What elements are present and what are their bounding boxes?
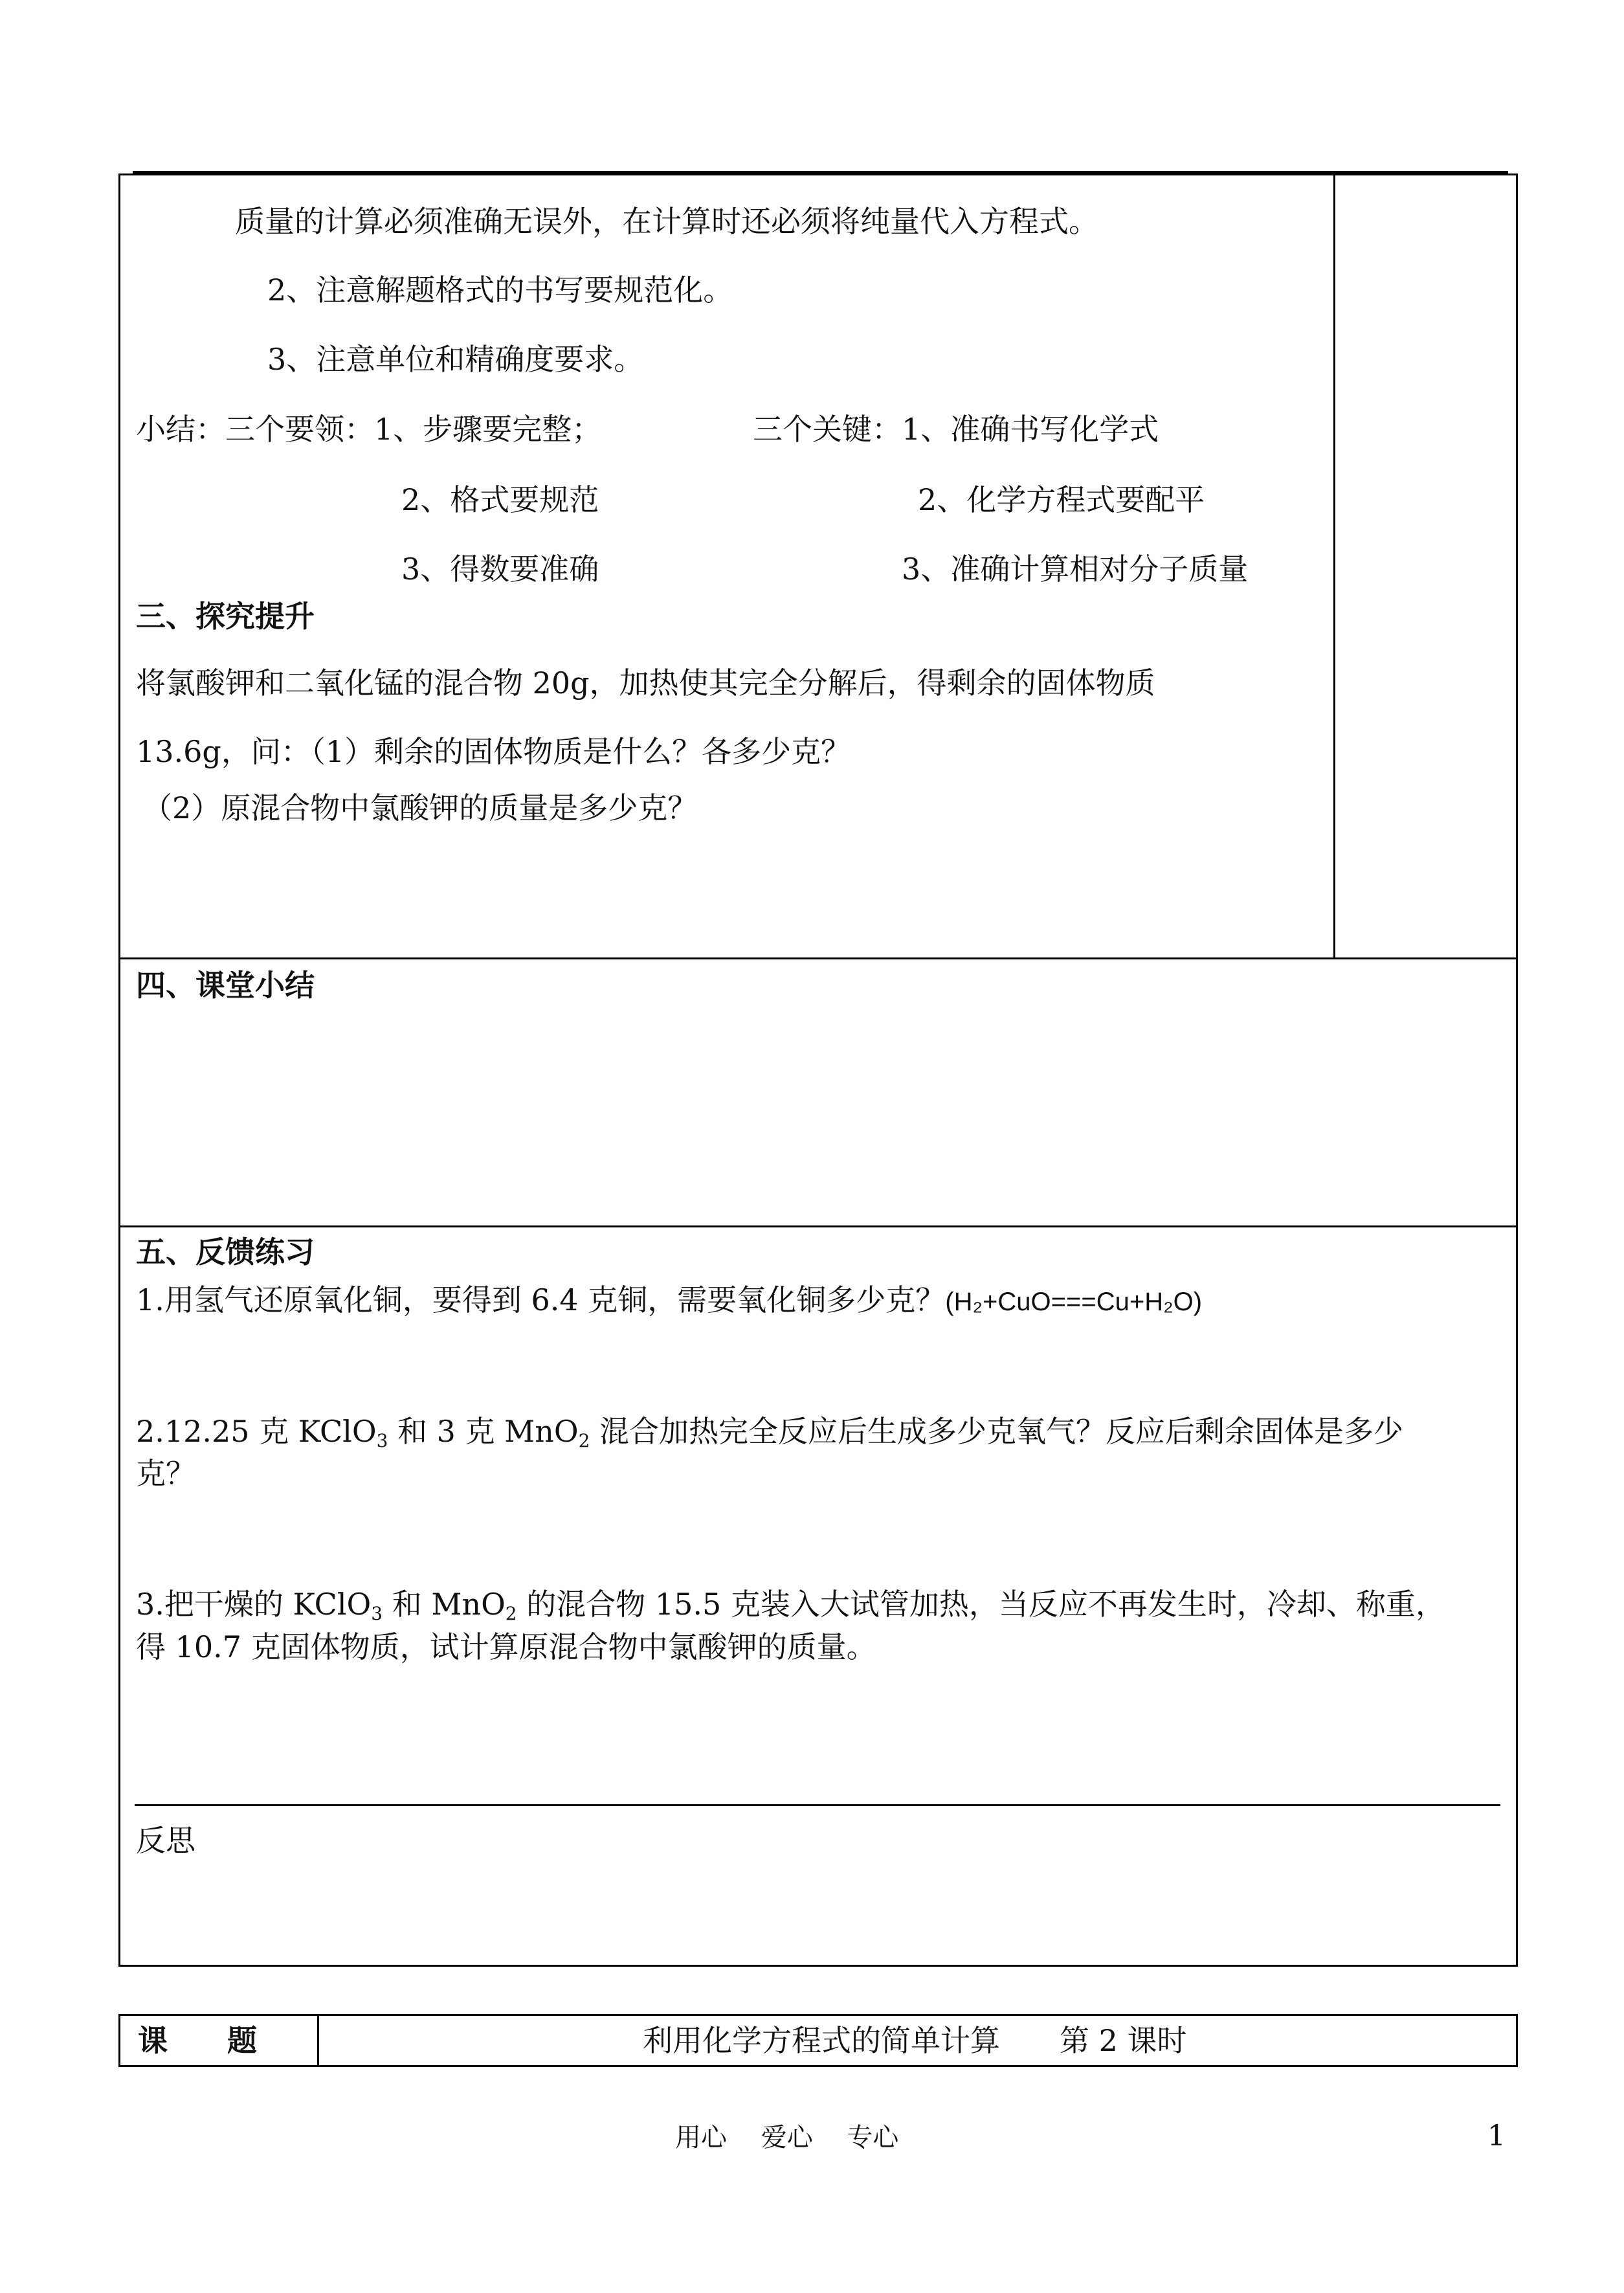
section-heading-practice: 五、反馈练习 — [136, 1235, 315, 1270]
exercise-2-line-1 — [136, 1413, 1403, 1449]
table-left-border — [118, 173, 120, 1967]
exercise-3-part-c: 的混合物 15.5 克装入大试管加热，当反应不再发生时，冷却、称重， — [517, 1587, 1445, 1622]
exercise-3-part-a: 3.把干燥的 KClO — [136, 1587, 372, 1622]
section-heading-explore: 三、探究提升 — [136, 599, 315, 634]
title-row-divider — [317, 2014, 319, 2067]
summary-key-1: 三个关键：1、准确书写化学式 — [753, 412, 1159, 447]
exercise-2-sub-1: 3 — [376, 1430, 388, 1451]
page-number: 1 — [1487, 2120, 1506, 2153]
side-column-border — [1333, 173, 1335, 959]
exercise-2-part-c: 混合加热完全反应后生成多少克氧气？反应后剩余固体是多少 — [590, 1414, 1404, 1449]
title-row-right — [1516, 2014, 1518, 2067]
exercise-3-line-1 — [136, 1586, 1445, 1622]
exercise-2-line-2: 克？ — [136, 1456, 195, 1491]
exercise-1 — [136, 1282, 1202, 1320]
row-divider-1 — [118, 957, 1518, 959]
exercise-1-text: 1.用氢气还原氧化铜，要得到 6.4 克铜，需要氧化铜多少克？ — [136, 1282, 946, 1317]
summary-point-3: 3、得数要准确 — [401, 552, 599, 587]
table-bottom-border — [118, 1965, 1518, 1967]
lesson-title: 利用化学方程式的简单计算 第 2 课时 — [643, 2023, 1187, 2058]
title-row-bottom — [118, 2065, 1518, 2067]
paragraph-format: 2、注意解题格式的书写要规范化。 — [267, 273, 733, 308]
question-line-2: 13.6g，问：（1）剩余的固体物质是什么？各多少克？ — [136, 734, 851, 769]
summary-key-2: 2、化学方程式要配平 — [918, 482, 1205, 517]
summary-point-2: 2、格式要规范 — [401, 482, 599, 517]
exercise-3-sub-1: 3 — [371, 1603, 383, 1624]
table-top-border — [118, 173, 1518, 175]
paragraph-pure-quantity: 质量的计算必须准确无误外，在计算时还必须将纯量代入方程式。 — [235, 204, 1098, 239]
footer-motto: 用心 爱心 专心 — [675, 2123, 899, 2153]
exercise-3-part-b: 和 MnO — [383, 1587, 506, 1622]
summary-key-3: 3、准确计算相对分子质量 — [902, 552, 1249, 587]
title-row-top — [118, 2014, 1518, 2016]
reflection-divider — [135, 1804, 1500, 1806]
row-divider-2 — [118, 1225, 1518, 1227]
question-line-1: 将氯酸钾和二氧化锰的混合物 20g，加热使其完全分解后，得剩余的固体物质 — [136, 666, 1155, 700]
lesson-label: 课 题 — [138, 2023, 257, 2058]
exercise-2-part-a: 2.12.25 克 KClO — [136, 1414, 377, 1449]
question-line-3: （2）原混合物中氯酸钾的质量是多少克？ — [142, 790, 698, 825]
paragraph-units: 3、注意单位和精确度要求。 — [267, 342, 644, 377]
exercise-2-part-b: 和 3 克 MnO — [388, 1414, 579, 1449]
section-heading-summary: 四、课堂小结 — [136, 968, 315, 1003]
exercise-3-sub-2: 2 — [505, 1603, 517, 1624]
exercise-2-sub-2: 2 — [578, 1430, 590, 1451]
exercise-3-line-2: 得 10.7 克固体物质，试计算原混合物中氯酸钾的质量。 — [136, 1629, 876, 1664]
exercise-1-formula: (H₂+CuO===Cu+H₂O) — [945, 1288, 1203, 1316]
title-row-left — [118, 2014, 120, 2067]
reflection-label: 反思 — [136, 1823, 195, 1858]
table-right-border — [1516, 173, 1518, 1967]
summary-label: 小结：三个要领：1、步骤要完整； — [136, 412, 602, 447]
